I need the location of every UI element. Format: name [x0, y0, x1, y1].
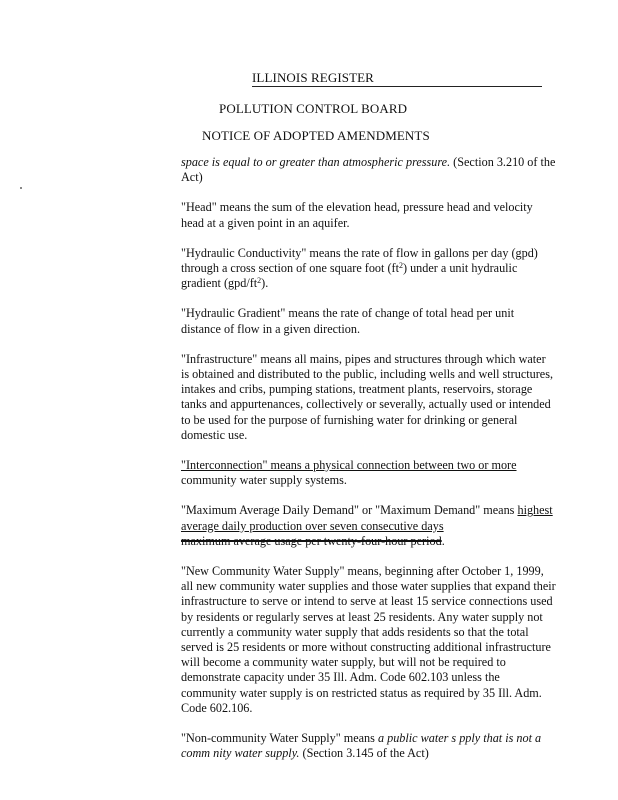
max-demand-lead: "Maximum Average Daily Demand" or "Maximum Demand" means — [181, 503, 518, 518]
hc-text-a: "Hydraulic Conductivity" means the rate of flow in gallons per day (gpd) through a cross section of one square foot (ft — [181, 245, 538, 276]
inserted-underlined-text: "Interconnection" means a physical connection between two or more — [181, 458, 517, 473]
italic-statute-text: a public water s pply that is not a comm nity water supply. — [181, 731, 542, 761]
struck-through-text: maximum average usage per twenty-four-hour period — [181, 533, 442, 548]
header-rule — [252, 86, 542, 87]
section-citation: (Section 3.210 of the Act) — [181, 155, 556, 185]
italic-statute-text: space is equal to or greater than atmospheric pressure. — [181, 155, 451, 169]
definition-interconnection — [181, 458, 556, 488]
document-body — [181, 155, 556, 762]
register-header: ILLINOIS REGISTER — [252, 70, 374, 85]
hc-superscript-1: 2 — [398, 261, 403, 271]
definition-head: "Head" means the sum of the elevation head, pressure head and velocity head at a given point in an aquifer. — [181, 200, 533, 230]
notice-header: NOTICE OF ADOPTED AMENDMENTS — [202, 128, 430, 143]
definition-new-community-water-supply: "New Community Water Supply" means, beginning after October 1, 1999, all new community water supplies and those water supplies that expand their infrastructure to serve or intend to serve at least 15 service connections used by residents or regularly serves at least 25 residents. Any water supply not currently a community water supply that adds residents so that the total served is 25 residents or more without constructing additional infrastructure will become a community water supply, but will not be required to demonstrate capacity under 35 Ill. Adm. Code 602.103 unless the community water supply is on restricted status as required by 35 Ill. Adm. Code 602.106. — [181, 564, 556, 715]
definition-infrastructure: "Infrastructure" means all mains, pipes and structures through which water is obtained and distributed to the public, including wells and well structures, intakes and cribs, pumping stations, treatment plants, reservoirs, storage tanks and appurtenances, collectively or severally, actually used or intended to be used for the purpose of furnishing water for drinking or general domestic use. — [181, 351, 553, 442]
section-citation: (Section 3.145 of the Act) — [299, 746, 429, 761]
hc-text-b: ) under a unit hydraulic gradient (gpd/ft — [181, 261, 518, 291]
board-header: POLLUTION CONTROL BOARD — [219, 101, 408, 116]
non-community-lead: "Non-community Water Supply" means — [181, 731, 378, 746]
definition-hydraulic-gradient: "Hydraulic Gradient" means the rate of change of total head per unit distance of flow in a given direction. — [181, 306, 515, 336]
definition-maximum-demand — [181, 503, 556, 549]
hc-text-c: ). — [261, 276, 269, 291]
definition-hydraulic-conductivity — [181, 246, 556, 292]
interconnection-rest: community water supply systems. — [181, 473, 347, 488]
max-demand-period: . — [441, 533, 445, 548]
margin-speck — [20, 187, 22, 189]
paragraph-atmospheric — [181, 155, 556, 185]
definition-non-community-water-supply — [181, 731, 556, 761]
inserted-underlined-text: highest average daily production over seven consecutive days — [181, 503, 553, 533]
hc-superscript-2: 2 — [257, 276, 262, 286]
